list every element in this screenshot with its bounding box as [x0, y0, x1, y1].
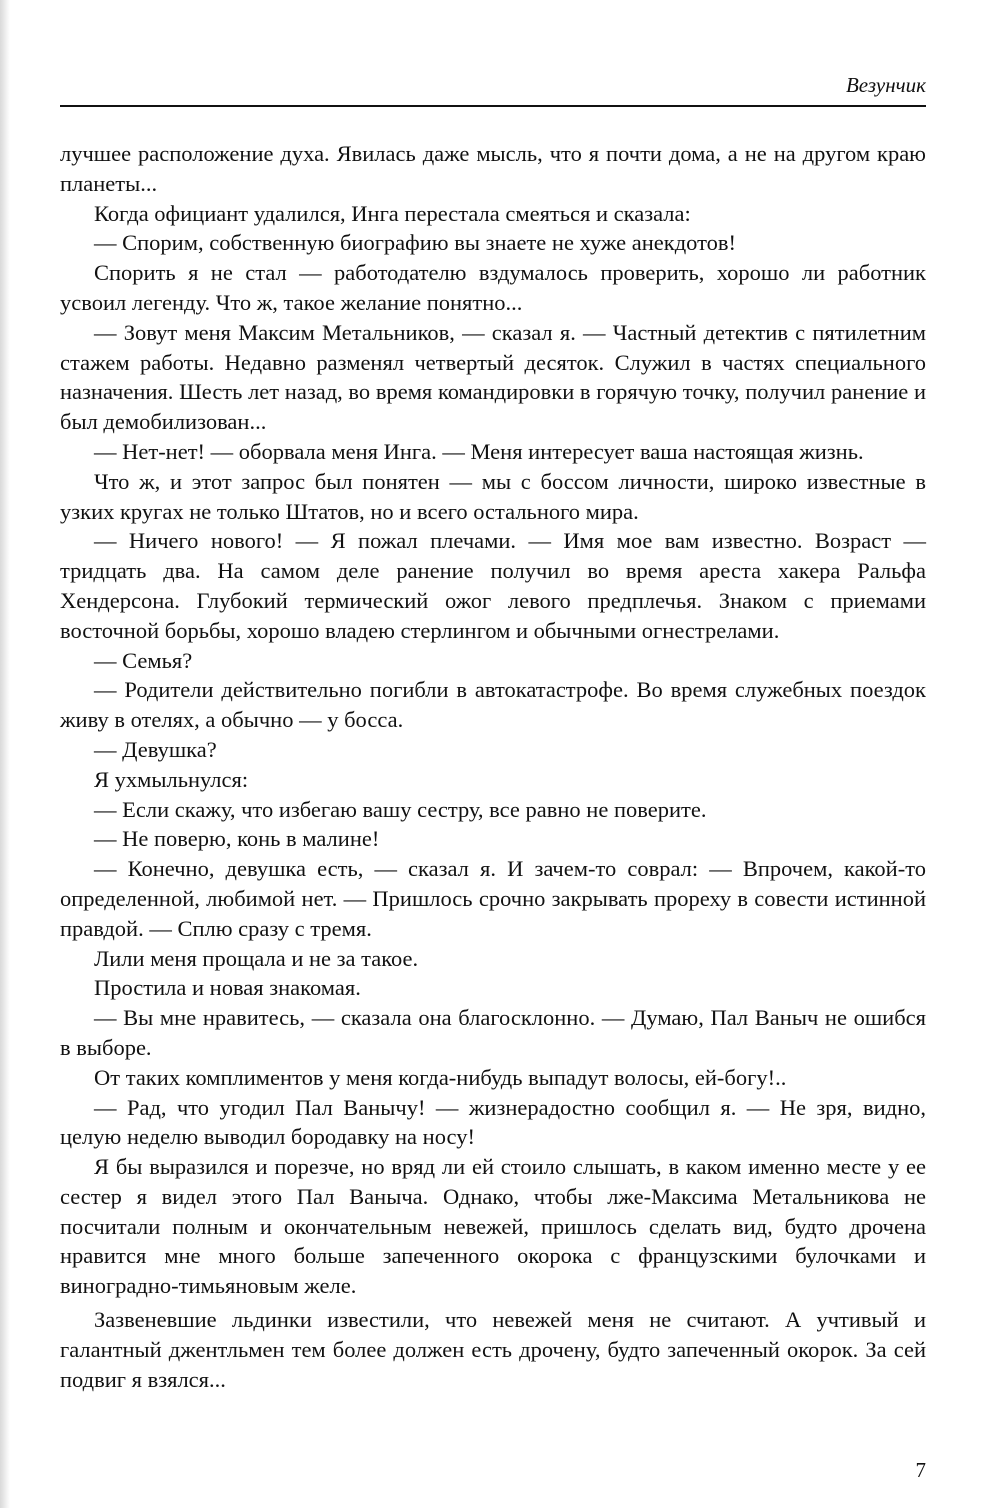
paragraph: Простила и новая знакомая. [94, 975, 361, 1001]
paragraph: — Девушка? [94, 736, 217, 762]
paragraph: От таких комплиментов у меня когда-нибудь выпадут волосы, ей-богу!.. [94, 1064, 787, 1090]
running-head: Везунчик [845, 73, 926, 97]
page-number: 7 [915, 1458, 926, 1482]
paragraph: — Не поверю, конь в малине! [94, 826, 380, 852]
paragraph: — Зовут меня Максим Метальников, — сказал я. — Частный детектив с пятилетним стажем работы. Недавно разменял четвертый десяток. Служил в частях специального назначения. Шесть лет назад, во время командировки в горячую точку, получил ранение и был демобилизован... [60, 319, 926, 435]
paragraph: Что ж, и этот запрос был понятен — мы с боссом личности, широко известные в узких кругах не только Штатов, но и всего остального мира. [60, 468, 926, 524]
paragraph: Лили меня прощала и не за такое. [94, 945, 419, 971]
paragraph: Я бы выразился и порезче, но вряд ли ей стоило слышать, в каком именно месте у ее сестер я видел этого Пал Ваныча. Однако, чтобы лже-Максима Метальникова не посчитали полным и окончательным невежей, пришлось сделать вид, будто дрочена нравится мне много больше запеченного окорока с французскими булочками и виноградно-тимьяновым желе. [60, 1154, 926, 1299]
paragraph: — Вы мне нравитесь, — сказала она благосклонно. — Думаю, Пал Ваныч не ошибся в выборе. [60, 1005, 926, 1060]
paragraph: лучшее расположение духа. Явилась даже мысль, что я почти дома, а не на другом краю планеты... [60, 141, 926, 196]
paragraph: Спорить я не стал — работодателю вздумалось проверить, хорошо ли работник усвоил легенду. Что ж, такое желание понятно... [60, 260, 926, 315]
paragraph: — Рад, что угодил Пал Ванычу! — жизнерадостно сообщил я. — Не зря, видно, целую неделю выводил бородавку на носу! [60, 1094, 926, 1150]
paragraph: — Спорим, собственную биографию вы знаете не хуже анекдотов! [94, 230, 737, 256]
paragraph: — Ничего нового! — Я пожал плечами. — Имя мое вам известно. Возраст — тридцать два. На самом деле ранение получил во время ареста хакера Ральфа Хендерсона. Глубокий термический ожог левого предплечья. Знаком с приемами восточной борьбы, хорошо владею стерлингом и обычными огнестрелами. [60, 528, 926, 643]
paragraph: — Конечно, девушка есть, — сказал я. И зачем-то соврал: — Впрочем, какой-то определенной, любимой нет. — Пришлось срочно закрывать прореху в совести истинной правдой. — Сплю сразу с тремя. [60, 856, 926, 941]
paragraph: Я ухмыльнулся: [94, 766, 249, 792]
body-text [60, 139, 926, 1394]
paragraph: Зазвеневшие льдинки известили, что невежей меня не считают. А учтивый и галантный джентльмен тем более должен есть дрочену, будто запеченный окорок. За сей подвиг я взялся... [60, 1307, 926, 1392]
page-edge-shadow [0, 0, 10, 1508]
paragraph: — Если скажу, что избегаю вашу сестру, все равно не поверите. [94, 796, 707, 822]
paragraph: — Родители действительно погибли в автокатастрофе. Во время служебных поездок живу в отелях, а обычно — у босса. [60, 677, 926, 733]
paragraph: — Семья? [94, 647, 193, 673]
paragraph: Когда официант удалился, Инга перестала смеяться и сказала: [94, 200, 691, 226]
header-rule [60, 105, 926, 107]
paragraph: — Нет-нет! — оборвала меня Инга. — Меня интересует ваша настоящая жизнь. [94, 438, 864, 464]
